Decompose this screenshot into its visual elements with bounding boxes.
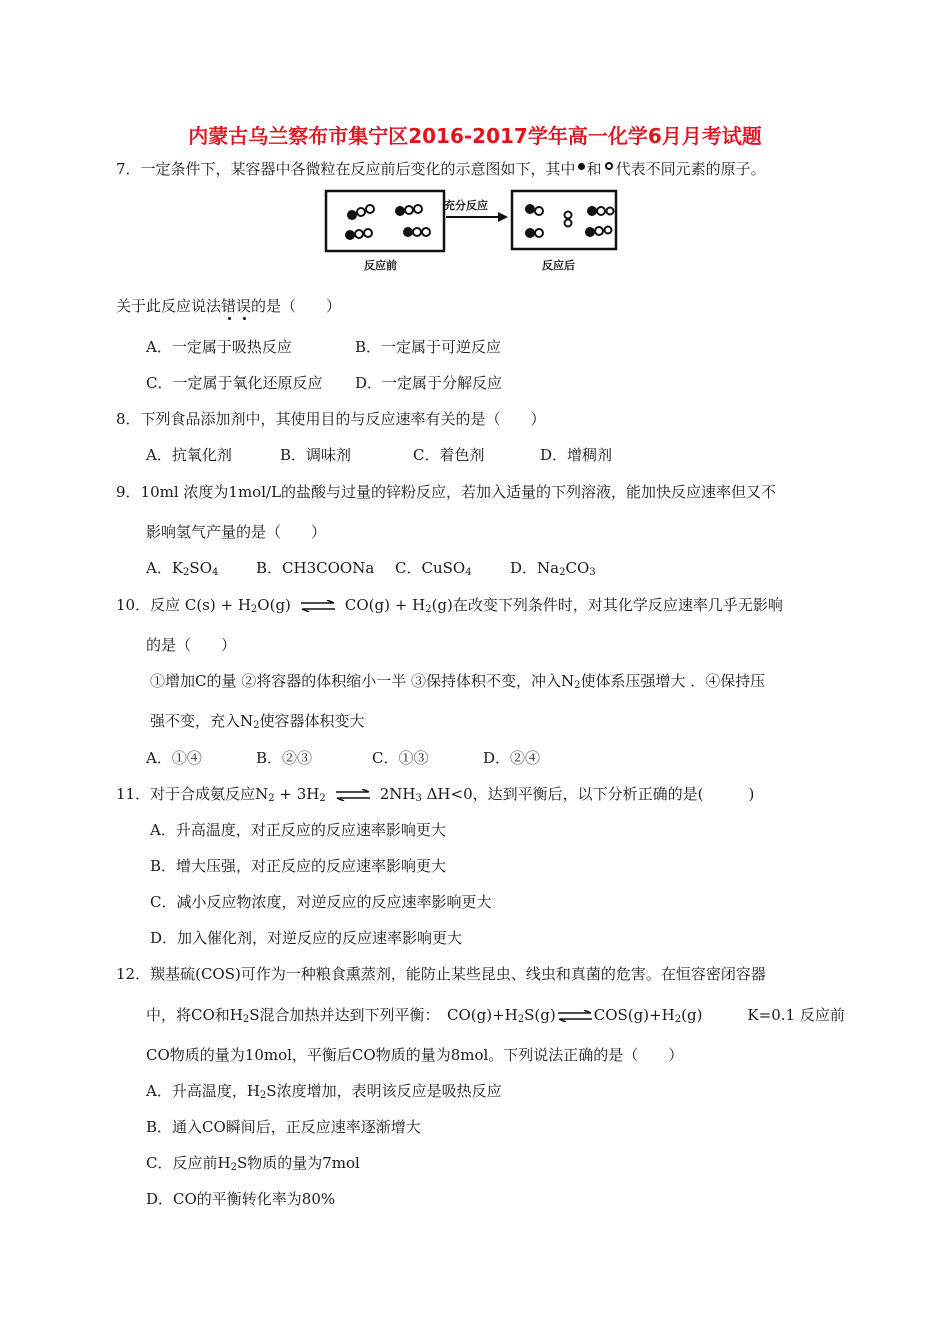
q10-stem-line1: 10．反应 $C(s) + H_2O(g) CO(g) + H_2(g)$在改变下列条件时，对其化学反应速率几乎无影响: [116, 596, 783, 615]
equilibrium-arrow-icon: [301, 600, 335, 612]
q12-option-c: C．反应前$H_2S$物质的量为7mol: [146, 1154, 360, 1173]
q10-option-d: D．②④: [483, 749, 541, 767]
q12-option-b: B．通入CO瞬间后，正反应速率逐渐增大: [146, 1118, 421, 1136]
q12-option-d: D．CO的平衡转化率为80%: [146, 1190, 336, 1208]
q9-option-a: A．$K_2SO_4$: [146, 559, 219, 578]
q10-conditions-line2: 强不变，充入$N_2$使容器体积变大: [150, 712, 365, 731]
q10-conditions-line1: ①增加C的量 ②将容器的体积缩小一半 ③保持体积不变，冲入$N_2$使体系压强增大 ．④保持压: [150, 672, 766, 691]
q9-option-c: C．CuSO$_4$: [395, 559, 472, 578]
q9-stem-line1: 9．10ml 浓度为1mol/L的盐酸与过量的锌粉反应，若加入适量的下列溶液，能加快反应速率但又不: [116, 483, 777, 501]
q7-option-b: B．一定属于可逆反应: [355, 338, 502, 356]
q10-stem-line2: 的是（ ）: [146, 636, 237, 654]
page-title: 内蒙古乌兰察布市集宁区2016-2017学年高一化学6月月考试题: [188, 124, 762, 148]
q8-option-c: C．着色剂: [413, 446, 485, 464]
before-label: 反应前: [364, 259, 397, 272]
reaction-diagram: [320, 185, 620, 275]
equilibrium-arrow-icon: [336, 789, 370, 801]
before-molecules: [346, 205, 430, 239]
equilibrium-arrow-icon: [558, 1010, 592, 1022]
q10-option-b: B．②③: [256, 749, 313, 767]
q9-stem-line2: 影响氢气产量的是（ ）: [146, 523, 327, 541]
q8-stem: 8．下列食品添加剂中，其使用目的与反应速率有关的是（ ）: [116, 410, 546, 428]
q12-option-a: A．升高温度，$H_2S$浓度增加，表明该反应是吸热反应: [146, 1082, 502, 1101]
q7-option-c: C．一定属于氧化还原反应: [146, 374, 323, 392]
q11-option-b: B．增大压强，对正反应的反应速率影响更大: [150, 857, 447, 875]
q10-option-c: C．①③: [372, 749, 429, 767]
q7-option-a: A．一定属于吸热反应: [146, 338, 292, 356]
after-label: 反应后: [542, 259, 575, 272]
q12-stem-line2: 中，将CO和$H_2S$混合加热并达到下列平衡： $CO(g)+H_2S(g)$ $COS(g)+H_2(g)$ K=0.1 反应前: [146, 1006, 845, 1025]
after-molecules: [526, 205, 614, 237]
q10-option-a: A．①④: [146, 749, 202, 767]
hollow-atom-icon: [605, 162, 613, 170]
q11-option-a: A．升高温度，对正反应的反应速率影响更大: [150, 821, 446, 839]
after-box: [512, 191, 616, 249]
q8-option-b: B．调味剂: [280, 446, 352, 464]
arrow-label: 充分反应: [444, 199, 488, 212]
q7-option-d: D．一定属于分解反应: [355, 374, 503, 392]
filled-atom-icon: [578, 163, 585, 170]
before-box: [326, 191, 444, 251]
q7-prompt: 关于此反应说法错误的是（ ）: [116, 297, 342, 315]
q8-option-a: A．抗氧化剂: [146, 446, 232, 464]
q11-option-c: C．减小反应物浓度，对逆反应的反应速率影响更大: [150, 893, 492, 911]
q12-stem-line3: CO物质的量为10mol，平衡后CO物质的量为8mol。下列说法正确的是（ ）: [146, 1046, 684, 1064]
q11-option-d: D．加入催化剂，对逆反应的反应速率影响更大: [150, 929, 463, 947]
q12-stem-line1: 12．羰基硫(COS)可作为一种粮食熏蒸剂，能防止某些昆虫、线虫和真菌的危害。在恒容密闭容器: [116, 965, 766, 983]
q8-option-d: D．增稠剂: [540, 446, 613, 464]
q11-stem: 11．对于合成氨反应$N_2 + 3H_2$ $2NH_3$ ΔH<0，达到平衡后，以下分析正确的是( ): [116, 785, 755, 804]
q9-option-d: D．$Na_2CO_3$: [510, 559, 596, 578]
q7-stem: 7．一定条件下，某容器中各微粒在反应前后变化的示意图如下，其中 和 代表不同元素的原子。: [116, 160, 766, 178]
q9-option-b: B．CH3COONa: [256, 559, 375, 577]
